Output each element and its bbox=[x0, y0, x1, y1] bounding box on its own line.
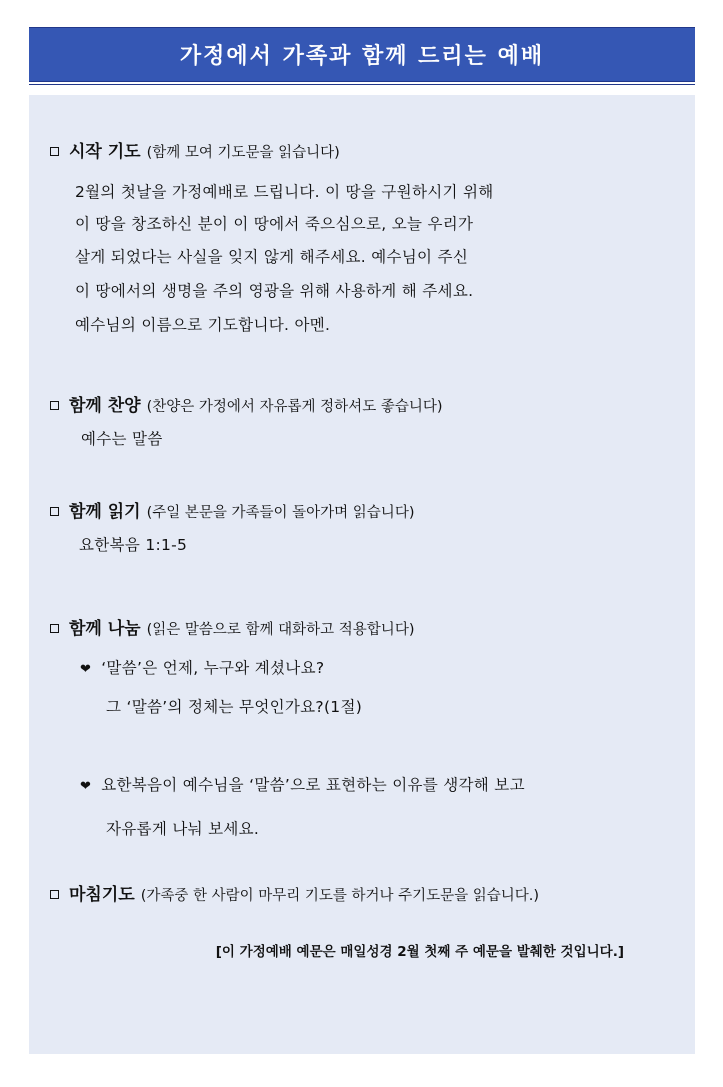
prayer-line: 2월의 첫날을 가정예배로 드립니다. 이 땅을 구원하시기 위해 bbox=[75, 183, 494, 201]
section-note: (주일 본문을 가족들이 돌아가며 읽습니다) bbox=[146, 505, 415, 521]
section-title: 함께 찬양 bbox=[69, 396, 141, 416]
checkbox-square-icon bbox=[50, 507, 59, 516]
section-heading-reading bbox=[50, 497, 414, 522]
title-bar bbox=[29, 27, 695, 82]
prayer-line: 이 땅을 창조하신 분이 이 땅에서 죽으심으로, 오늘 우리가 bbox=[75, 215, 474, 233]
praise-song: 예수는 말씀 bbox=[81, 430, 163, 448]
heart-icon: ❤ bbox=[80, 779, 92, 794]
section-heading-closing-prayer bbox=[50, 880, 539, 905]
section-note: (가족중 한 사람이 마무리 기도를 하거나 주기도문을 읽습니다.) bbox=[140, 888, 540, 904]
checkbox-square-icon bbox=[50, 624, 59, 633]
section-title: 함께 나눔 bbox=[69, 619, 141, 639]
checkbox-square-icon bbox=[50, 147, 59, 156]
prayer-line: 예수님의 이름으로 기도합니다. 아멘. bbox=[75, 316, 331, 334]
section-title: 함께 읽기 bbox=[69, 502, 141, 522]
heart-icon: ❤ bbox=[80, 662, 92, 677]
section-title: 시작 기도 bbox=[69, 142, 141, 162]
scripture-reference: 요한복음 1:1-5 bbox=[79, 536, 188, 554]
question-text: 요한복음이 예수님을 ‘말씀’으로 표현하는 이유를 생각해 보고 bbox=[101, 776, 525, 794]
source-note: [이 가정예배 예문은 매일성경 2월 첫째 주 예문을 발췌한 것입니다.] bbox=[215, 944, 624, 960]
checkbox-square-icon bbox=[50, 890, 59, 899]
section-note: (읽은 말씀으로 함께 대화하고 적용합니다) bbox=[146, 622, 415, 638]
question-item bbox=[80, 656, 324, 678]
section-title: 마침기도 bbox=[69, 885, 135, 905]
section-heading-sharing bbox=[50, 614, 414, 639]
question-text: 자유롭게 나눠 보세요. bbox=[106, 820, 260, 838]
prayer-line: 이 땅에서의 생명을 주의 영광을 위해 사용하게 해 주세요. bbox=[75, 282, 474, 300]
section-note: (찬양은 가정에서 자유롭게 정하셔도 좋습니다) bbox=[146, 399, 443, 415]
checkbox-square-icon bbox=[50, 401, 59, 410]
question-item bbox=[80, 773, 525, 795]
prayer-line: 살게 되었다는 사실을 잊지 않게 해주세요. 예수님이 주신 bbox=[75, 248, 469, 266]
question-text: ‘말씀’은 언제, 누구와 계셨나요? bbox=[101, 659, 325, 677]
content-panel bbox=[29, 95, 695, 1054]
section-heading-praise bbox=[50, 391, 443, 416]
question-text: 그 ‘말씀’의 정체는 무엇인가요?(1절) bbox=[106, 698, 363, 716]
title-underline bbox=[29, 84, 695, 85]
page-title: 가정에서 가족과 함께 드리는 예배 bbox=[179, 44, 545, 69]
section-heading-opening-prayer bbox=[50, 137, 340, 162]
section-note: (함께 모여 기도문을 읽습니다) bbox=[146, 145, 340, 161]
